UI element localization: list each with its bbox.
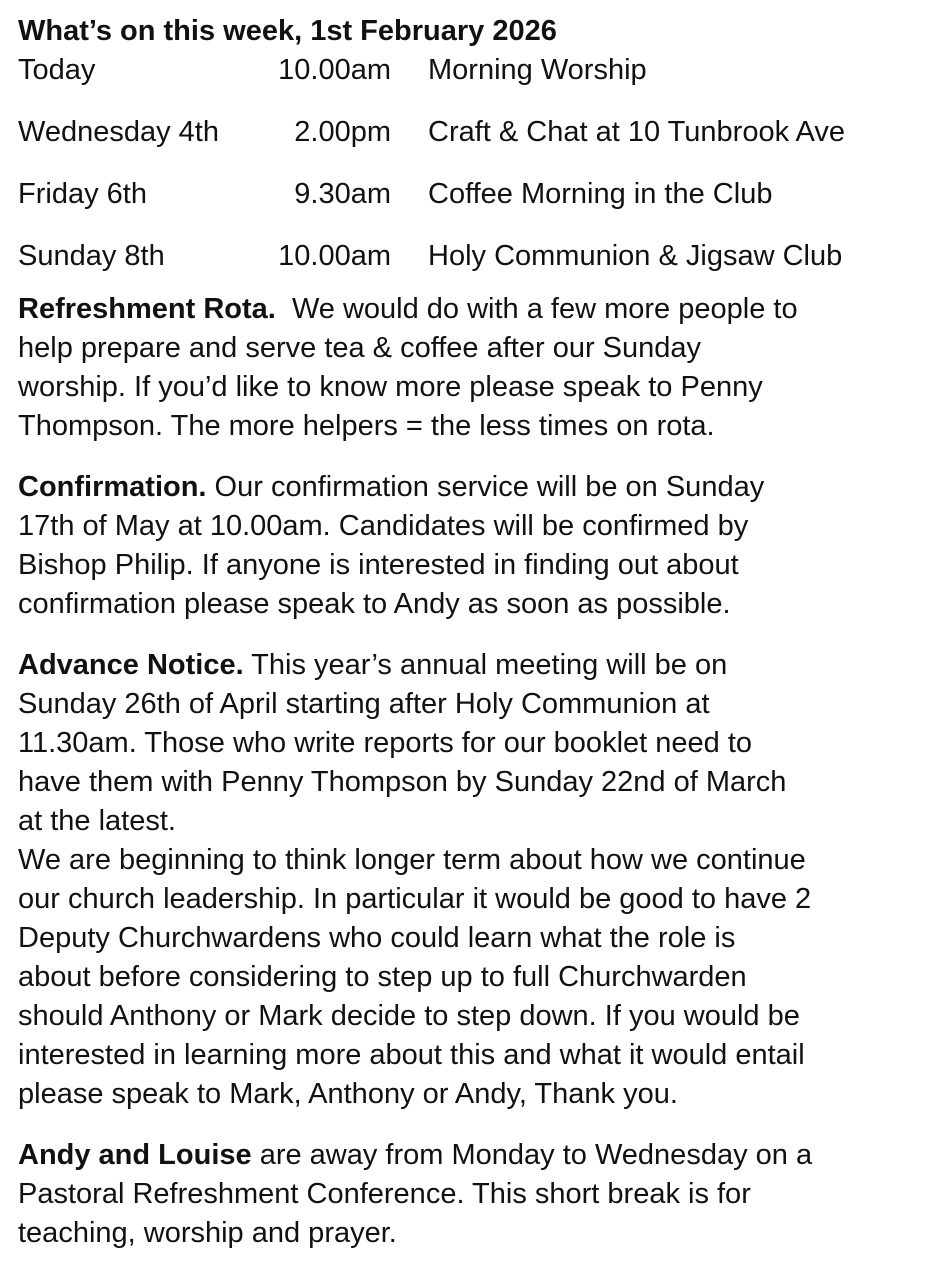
notice-line: 17th of May at 10.00am. Candidates will be confirmed by bbox=[18, 510, 749, 542]
notice-line: worship. If you’d like to know more please speak to Penny bbox=[18, 371, 763, 403]
notice-leadership bbox=[18, 841, 908, 1114]
notice-heading: Refreshment Rota. bbox=[18, 293, 276, 325]
page-title: What’s on this week, 1st February 2026 bbox=[18, 15, 557, 47]
event-name: Craft & Chat at 10 Tunbrook Ave bbox=[428, 116, 845, 148]
notice-line: help prepare and serve tea & coffee after our Sunday bbox=[18, 332, 702, 364]
event-time: 10.00am bbox=[278, 54, 391, 86]
event-day: Wednesday 4th bbox=[18, 116, 219, 148]
schedule-row bbox=[18, 113, 908, 152]
schedule-row bbox=[18, 175, 908, 214]
notice-line: Sunday 26th of April starting after Holy Communion at bbox=[18, 688, 710, 720]
notice-line: teaching, worship and prayer. bbox=[18, 1217, 397, 1249]
schedule-row bbox=[18, 237, 908, 276]
notice-line: confirmation please speak to Andy as soon as possible. bbox=[18, 588, 731, 620]
notice-heading: Andy and Louise bbox=[18, 1139, 252, 1171]
notice-line: at the latest. bbox=[18, 805, 176, 837]
event-day: Friday 6th bbox=[18, 178, 147, 210]
notice-line: We would do with a few more people to bbox=[275, 293, 798, 325]
notice-line: have them with Penny Thompson by Sunday 22nd of March bbox=[18, 766, 787, 798]
notice-advance-notice bbox=[18, 646, 908, 841]
notice-line: Pastoral Refreshment Conference. This short break is for bbox=[18, 1178, 751, 1210]
event-name: Holy Communion & Jigsaw Club bbox=[428, 240, 843, 272]
event-day: Today bbox=[18, 54, 96, 86]
notice-heading: Confirmation. bbox=[18, 471, 207, 503]
event-day: Sunday 8th bbox=[18, 240, 165, 272]
notice-line: interested in learning more about this and what it would entail bbox=[18, 1039, 805, 1071]
notice-line: This year’s annual meeting will be on bbox=[243, 649, 728, 681]
schedule-row bbox=[18, 51, 908, 90]
notice-line: about before considering to step up to full Churchwarden bbox=[18, 961, 747, 993]
weekly-schedule bbox=[18, 51, 908, 276]
notice-line: Bishop Philip. If anyone is interested in finding out about bbox=[18, 549, 739, 581]
event-time: 10.00am bbox=[278, 240, 391, 272]
notice-line: We are beginning to think longer term about how we continue bbox=[18, 844, 806, 876]
notice-confirmation bbox=[18, 468, 908, 624]
event-name: Coffee Morning in the Club bbox=[428, 178, 773, 210]
notice-line: please speak to Mark, Anthony or Andy, Thank you. bbox=[18, 1078, 678, 1110]
notice-line: should Anthony or Mark decide to step down. If you would be bbox=[18, 1000, 800, 1032]
notice-line: our church leadership. In particular it would be good to have 2 bbox=[18, 883, 812, 915]
notice-line: 11.30am. Those who write reports for our booklet need to bbox=[18, 727, 753, 759]
event-time: 9.30am bbox=[294, 178, 391, 210]
notice-line: Deputy Churchwardens who could learn what the role is bbox=[18, 922, 736, 954]
notice-line: Thompson. The more helpers = the less times on rota. bbox=[18, 410, 715, 442]
event-time: 2.00pm bbox=[294, 116, 391, 148]
notice-heading: Advance Notice. bbox=[18, 649, 244, 681]
notice-line: are away from Monday to Wednesday on a bbox=[251, 1139, 813, 1171]
notice-refreshment-rota bbox=[18, 290, 908, 446]
notice-andy-and-louise bbox=[18, 1136, 908, 1253]
notice-line: Our confirmation service will be on Sunday bbox=[206, 471, 765, 503]
event-name: Morning Worship bbox=[428, 54, 647, 86]
